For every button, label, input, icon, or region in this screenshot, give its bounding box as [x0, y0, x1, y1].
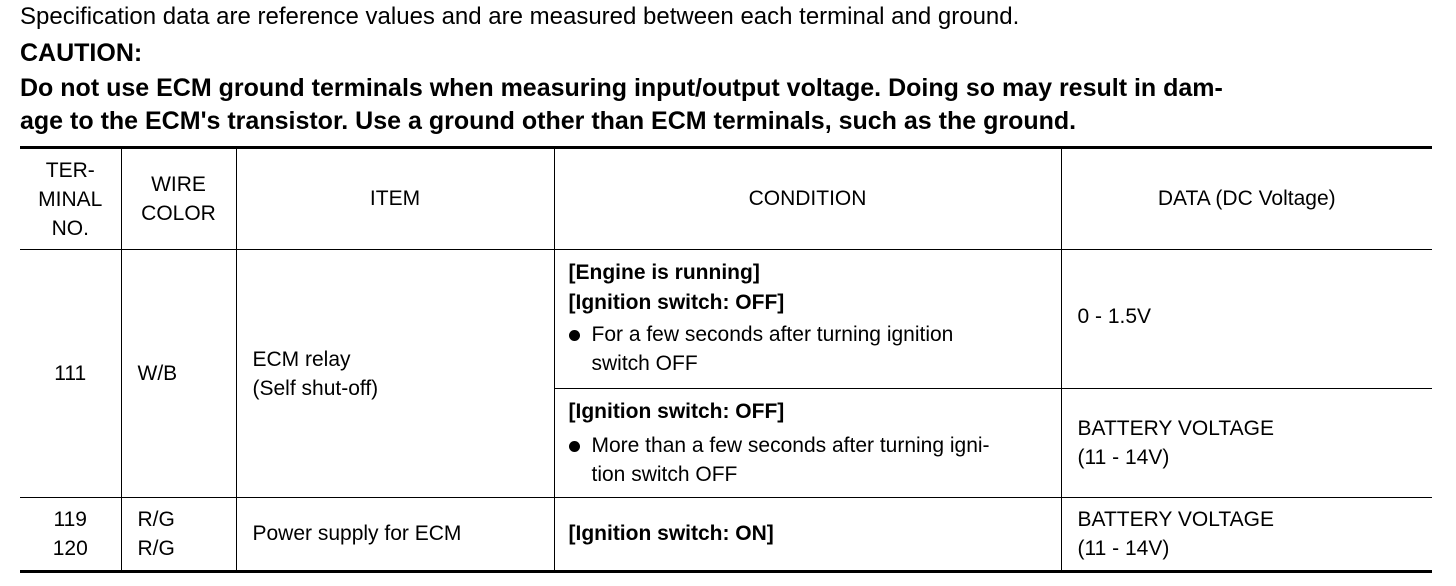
item-cell: Power supply for ECM [236, 498, 554, 572]
condition-bullet [569, 320, 1047, 378]
condition-state-1: [Ignition switch: OFF] [568, 400, 785, 423]
header-item: ITEM [236, 148, 554, 250]
bullet-text [592, 431, 1047, 489]
terminal-line-2: 120 [52, 537, 88, 560]
table-row [20, 498, 1432, 572]
wire-line-1: R/G [137, 508, 175, 531]
condition-cell [554, 250, 1061, 389]
header-terminal-line-2: MINAL [38, 187, 103, 211]
item-cell [236, 250, 554, 498]
terminal-line-1: 119 [53, 508, 87, 531]
terminal-cell [20, 498, 121, 572]
terminal-cell: 111 [20, 250, 121, 498]
condition-state-2: [Ignition switch: OFF] [568, 291, 785, 314]
header-data: DATA (DC Voltage) [1061, 148, 1432, 250]
bullet-line-1: For a few seconds after turning ignition [591, 323, 954, 346]
data-cell [1061, 498, 1432, 572]
item-line-2: (Self shut-off) [252, 376, 379, 400]
header-wire-line-2: COLOR [141, 202, 216, 225]
condition-cell [554, 389, 1061, 498]
header-terminal-line-3: NO. [51, 216, 89, 240]
intro-text: Specification data are reference values and are measured between each terminal and ground. [20, 3, 1020, 30]
data-cell [1061, 389, 1432, 498]
condition-bullet [569, 431, 1047, 489]
bullet-icon [569, 330, 580, 341]
header-terminal-no [20, 148, 121, 250]
bullet-line-2: switch OFF [591, 352, 698, 375]
data-line-1: BATTERY VOLTAGE [1077, 508, 1274, 531]
header-terminal-line-1: TER- [45, 158, 95, 182]
bullet-line-2: tion switch OFF [591, 463, 738, 486]
wire-line-2: R/G [137, 537, 175, 560]
header-condition: CONDITION [554, 148, 1061, 250]
bullet-line-1: More than a few seconds after turning igni- [591, 434, 990, 457]
condition-cell: [Ignition switch: ON] [554, 498, 1061, 572]
data-line-2: (11 - 14V) [1077, 446, 1170, 469]
table-row [20, 250, 1432, 389]
bullet-icon [569, 441, 580, 452]
condition-state-1: [Engine is running] [568, 261, 760, 284]
header-wire-line-1: WIRE [151, 173, 206, 196]
wire-color-cell [121, 498, 236, 572]
terminal-spec-table [20, 146, 1432, 573]
caution-text [20, 72, 1430, 138]
header-wire-color [121, 148, 236, 250]
data-line-2: (11 - 14V) [1077, 537, 1170, 560]
data-line-1: BATTERY VOLTAGE [1077, 417, 1274, 440]
caution-heading: CAUTION: [20, 39, 143, 67]
table-header-row [20, 148, 1432, 250]
bullet-text [592, 320, 1047, 378]
caution-line-1: Do not use ECM ground terminals when measuring input/output voltage. Doing so may result in dam- [20, 74, 1223, 102]
data-value: 0 - 1.5V [1077, 305, 1152, 328]
caution-line-2: age to the ECM's transistor. Use a ground other than ECM terminals, such as the ground. [20, 107, 1077, 135]
data-cell [1061, 250, 1432, 389]
wire-color-cell: W/B [121, 250, 236, 498]
item-line-1: ECM relay [252, 347, 351, 371]
